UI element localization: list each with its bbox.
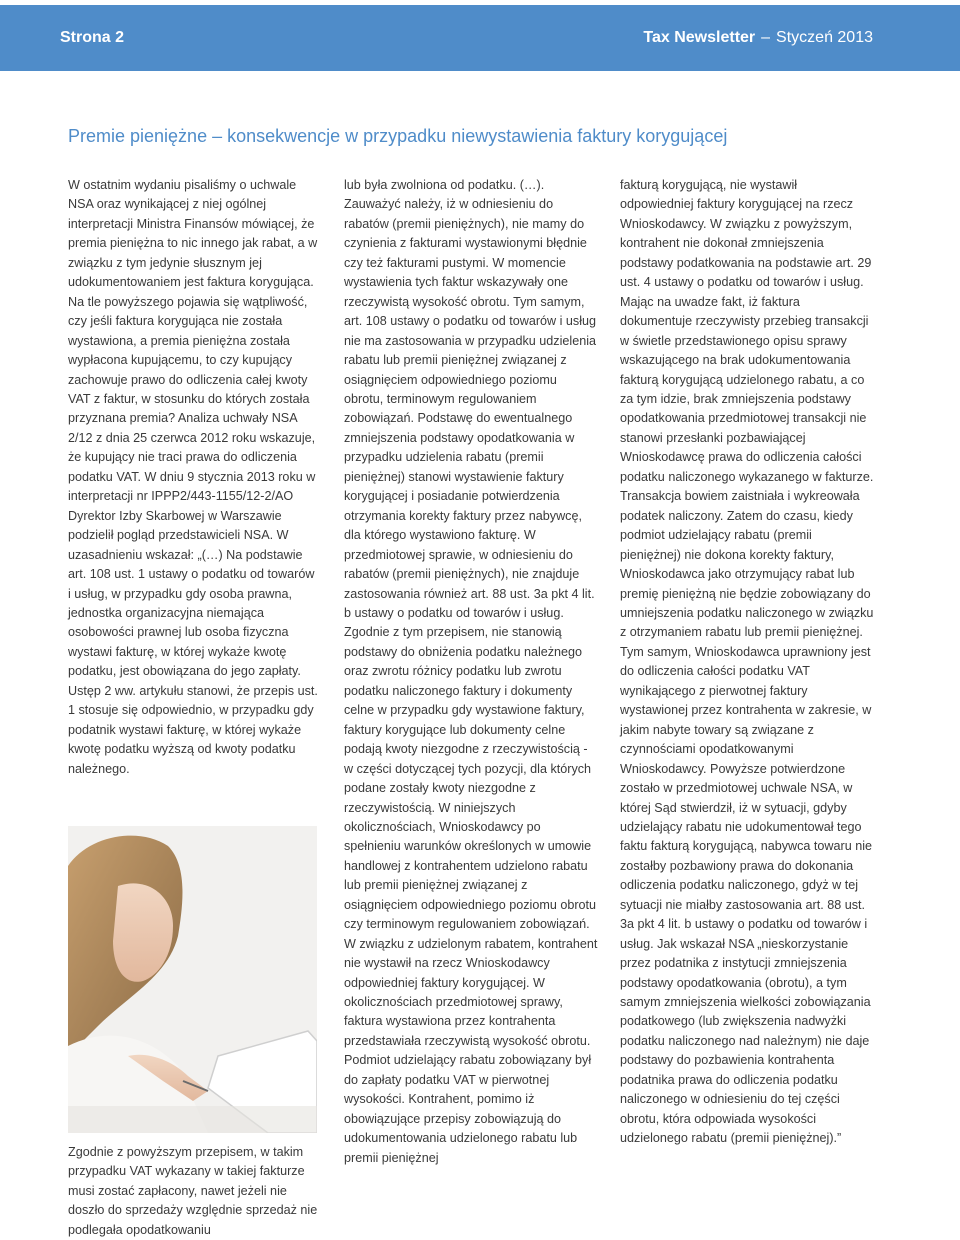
article-column-3: [620, 176, 874, 1149]
article-column-2: [344, 176, 598, 1168]
column-3-text: fakturą korygującą, nie wystawił odpowiedniej faktury korygującej na rzecz Wnioskodawcy. W związku z powyższym, kontrahent nie dokonał zmniejszenia podstawy podatkowania na podstawie art. 29 ust. 4 ustawy o podatku od towarów i usług. Mając na uwadze fakt, iż faktura dokumentuje rzeczywisty przebieg transakcji w świetle przedstawionego opisu sprawy wskazującego na brak udokumentowania fakturą korygującą udzielonego rabatu, a co za tym idzie, brak zmniejszenia podstawy opodatkowania przedmiotowej transakcji nie stanowi przesłanki pozbawiającej Wnioskodawcę prawa do odliczenia całości podatku naliczonego wykazanego w fakturze. Transakcja bowiem zaistniała i wykreowała podatek naliczony. Zatem do czasu, kiedy podmiot udzielający rabatu (premii pieniężnej) nie dokona korekty faktury, Wnioskodawca jako otrzymujący rabat lub premię pieniężną nie będzie zobowiązany do umniejszenia podatku naliczonego w związku z otrzymaniem rabatu lub premii pieniężnej. Tym samym, Wnioskodawca uprawniony jest do odliczenia całości podatku VAT wynikającego z pierwotnej faktury wystawionej przez kontrahenta w zakresie, w jakim nabyte towary są związane z czynnościami opodatkowanymi Wnioskodawcy. Powyższe potwierdzone zostało w przedmiotowej uchwale NSA, w której Sąd stwierdził, iż w sytuacji, gdyby udzielający rabatu nie udokumentował tego faktu fakturą korygującą, nabywca towaru nie zostałby pozbawiony prawa do dokonania odliczenia podatku naliczonego, gdyż w tej sytuacji nie miałby zastosowania art. 88 ust. 3a pkt 4 lit. b ustawy o podatku od towarów i usług. Jak wskazał NSA „nieskorzystanie przez podatnika z instytucji zmniejszenia podstawy opodatkowania (obrotu), a tym samym zmniejszenia wielkości zobowiązania podatkowego (lub zwiększenia nadwyżki podatku naliczonego nad należnym) nie daje podstawy do pozbawienia kontrahenta podatnika prawa do odliczenia podatku naliczonego w odniesieniu do tej części obrotu, która odpowiada wysokości udzielonego rabatu (premii pieniężnej).”: [620, 178, 874, 1146]
column-1-text: W ostatnim wydaniu pisaliśmy o uchwale NSA oraz wynikającej z niej ogólnej interpretacji Ministra Finansów mówiącej, że premia pieniężna to nic innego jak rabat, a w związku z tym jedynie słusznym jej udokumentowaniem jest faktura korygująca. Na tle powyższego pojawia się wątpliwość, czy jeśli faktura korygująca nie została wystawiona, a premia pieniężna została wypłacona kupującemu, to czy kupujący zachowuje prawo do odliczenia całej kwoty VAT z faktur, w stosunku do których została przyznana premia? Analiza uchwały NSA 2/12 z dnia 25 czerwca 2012 roku wskazuje, że kupujący nie traci prawa do odliczenia podatku VAT. W dniu 9 stycznia 2013 roku w interpretacji nr IPPP2/443-1155/12-2/AO Dyrektor Izby Skarbowej w Warszawie podzielił pogląd przedstawicieli NSA. W uzasadnieniu wskazał: „(…) Na podstawie art. 108 ust. 1 ustawy o podatku od towarów i usług, w przypadku gdy osoba prawna, jednostka organizacyjna niemająca osobowości prawnej lub osoba fizyczna wystawi fakturę, w której wykaże kwotę podatku, jest obowiązana do jego zapłaty. Ustęp 2 ww. artykułu stanowi, że przepis ust. 1 stosuje się odpowiednio, w przypadku gdy podatnik wystawi fakturę, w której wykaże kwotę podatku wyższą od kwoty podatku należnego.: [68, 178, 318, 776]
column-1-bottom-text: Zgodnie z powyższym przepisem, w takim przypadku VAT wykazany w takiej fakturze musi zostać zapłacony, nawet jeżeli nie doszło do sprzedaży względnie sprzedaż nie podlegała opodatkowaniu: [68, 1145, 318, 1237]
article-photo: [68, 826, 317, 1133]
article-column-1-continued: [68, 1143, 320, 1240]
page-number: Strona 2: [60, 29, 125, 46]
page-header: [0, 5, 960, 71]
article-column-1: [68, 176, 320, 779]
newsletter-masthead: [643, 29, 873, 47]
article-title: Premie pieniężne – konsekwencje w przypadku niewystawienia faktury korygującej: [68, 126, 728, 146]
issue-date: Styczeń 2013: [776, 29, 873, 46]
woman-writing-on-tablet-photo-icon: [68, 826, 317, 1133]
masthead-separator: –: [761, 29, 771, 46]
newsletter-title: Tax Newsletter: [643, 29, 756, 46]
column-2-text: lub była zwolniona od podatku. (…). Zauważyć należy, iż w odniesieniu do rabatów (premii pieniężnych), nie mamy do czynienia z fakturami wystawionymi błędnie czy też fakturami pustymi. W momencie wystawienia tych faktur wskazywały one rzeczywistą wysokość obrotu. Tym samym, art. 108 ustawy o podatku od towarów i usług nie ma zastosowania w przypadku udzielenia rabatu lub premii pieniężnej związanej z osiągnięciem odpowiedniego poziomu obrotu, terminowym regulowaniem zobowiązań. Podstawę do ewentualnego zmniejszenia podstawy opodatkowania w przypadku udzielenia rabatu (premii pieniężnej) stanowi wystawienie faktury korygującej i posiadanie potwierdzenia otrzymania korekty faktury przez nabywcę, dla którego wystawiono fakturę. W przedmiotowej sprawie, w odniesieniu do rabatów (premii pieniężnych), nie znajduje zastosowania również art. 88 ust. 3a pkt 4 lit. b ustawy o podatku od towarów i usług. Zgodnie z tym przepisem, nie stanowią podstawy do obniżenia podatku należnego oraz zwrotu różnicy podatku lub zwrotu podatku naliczonego faktury i dokumenty celne w przypadku gdy wystawione faktury, faktury korygujące lub dokumenty celne podają kwoty niezgodne z rzeczywistością - w części dotyczącej tych pozycji, dla których podane zostały kwoty niezgodne z rzeczywistością. W niniejszych okolicznościach, Wnioskodawcy po spełnieniu warunków określonych w umowie handlowej z kontrahentem udzielono rabatu lub premii pieniężnej związanej z osiągnięciem odpowiedniego poziomu obrotu czy terminowym regulowaniem zobowiązań. W związku z udzielonym rabatem, kontrahent nie wystawił na rzecz Wnioskodawcy odpowiedniej faktury korygującej. W okolicznościach przedmiotowej sprawy, faktura wystawiona przez kontrahenta przedstawiała rzeczywistą wysokość obrotu. Podmiot udzielający rabatu zobowiązany był do zapłaty podatku VAT w pierwotnej wysokości. Kontrahent, pomimo iż obowiązujące przepisy zobowiązują do udokumentowania udzielonego rabatu lub premii pieniężnej: [344, 178, 598, 1165]
